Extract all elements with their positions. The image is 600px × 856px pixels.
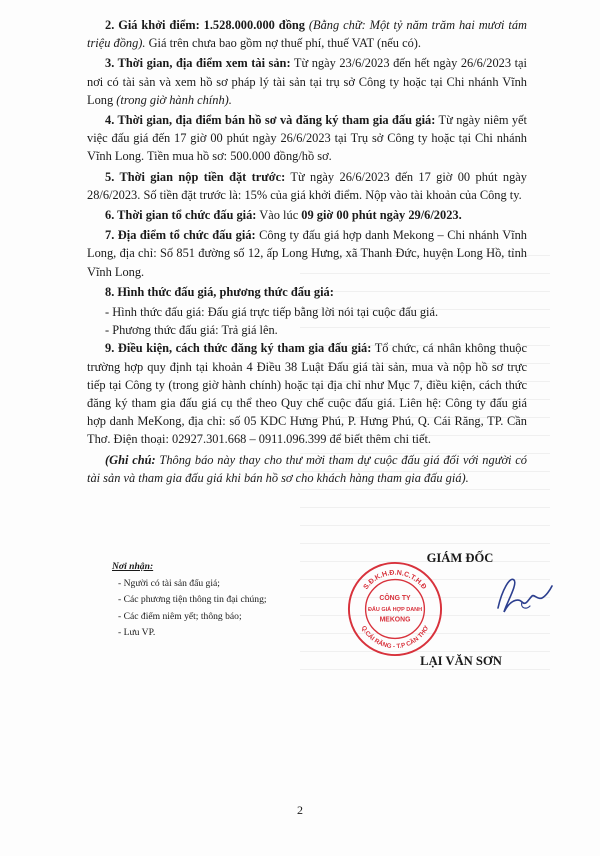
auction-method-list	[87, 303, 527, 339]
signer-name: LẠI VĂN SƠN	[420, 654, 502, 668]
recipients-block	[112, 559, 267, 642]
item-viewing-time: 3. Thời gian, địa điểm xem tài sản: Từ ngày 23/6/2023 đến hết ngày 26/6/2023 tại nơi có tài sản và xem hồ sơ pháp lý tài sản tại trụ sở Công ty hoặc tại Chi nhánh Vĩnh Long (trong giờ hành chính).	[87, 56, 527, 107]
note-paragraph: (Ghi chú: Thông báo này thay cho thư mời tham dự cuộc đấu giá đối với người có tài sản và tham gia đấu giá khi bán hồ sơ cho khách hàng tham gia đấu giá).	[87, 452, 527, 485]
list-item: - Phương thức đấu giá: Trả giá lên.	[105, 323, 278, 338]
item-starting-price: 2. Giá khởi điểm: 1.528.000.000 đồng (Bằng chữ: Một tỷ năm trăm hai mươi tám triệu đồng). Giá trên chưa bao gồm nợ thuế phí, thuế VAT (nếu có).	[87, 18, 527, 51]
item-auction-location: 7. Địa điểm tổ chức đấu giá: Công ty đấu giá hợp danh Mekong – Chi nhánh Vĩnh Long, địa chỉ: Số 851 đường số 12, ấp Long Hưng, xã Thanh Đức, huyện Long Hồ, tỉnh Vĩnh Long.	[87, 228, 527, 279]
svg-text:Q.CÁI RĂNG - T.P CẦN THƠ: Q.CÁI RĂNG - T.P CẦN THƠ	[359, 624, 431, 651]
handwritten-signature	[492, 570, 554, 620]
recipient-item: - Người có tài sản đấu giá;	[118, 577, 220, 589]
page-number: 2	[297, 803, 303, 817]
company-seal	[346, 560, 444, 658]
signer-title: GIÁM ĐỐC	[426, 551, 494, 565]
recipient-item: - Lưu VP.	[118, 627, 156, 639]
item-auction-time: 6. Thời gian tổ chức đấu giá: Vào lúc 09 giờ 00 phút ngày 29/6/2023.	[105, 208, 462, 223]
svg-text:S.Đ.K.H.Đ.N.C.T.H.Đ: S.Đ.K.H.Đ.N.C.T.H.Đ	[362, 569, 428, 591]
item-registration-conditions: 9. Điều kiện, cách thức đăng ký tham gia đấu giá: Tổ chức, cá nhân không thuộc trường hợp quy định tại khoản 4 Điều 38 Luật Đấu giá tài sản, mua và nộp hồ sơ trực tiếp tại Công ty (trong giờ hành chính) hoặc tại địa chỉ như Mục 7, điều kiện, cách thức đăng ký tham gia đấu giá cụ thể theo Quy chế cuộc đấu giá. Liên hệ: Công ty đấu giá hợp danh MeKong, địa chỉ: số 05 KDC Hưng Phú, P. Hưng Phú, Q. Cái Răng, TP. Cần Thơ. Điện thoại: 02927.301.668 – 0911.096.399 để biết thêm chi tiết.	[87, 341, 527, 447]
svg-text:CÔNG TY: CÔNG TY	[379, 595, 411, 603]
item-auction-method: 8. Hình thức đấu giá, phương thức đấu giá:	[105, 284, 334, 299]
recipients-heading: Nơi nhận:	[112, 561, 154, 572]
svg-text:ĐẤU GIÁ HỢP DANH: ĐẤU GIÁ HỢP DANH	[367, 606, 423, 613]
item-dossier-sale: 4. Thời gian, địa điểm bán hồ sơ và đăng ký tham gia đấu giá: Từ ngày niêm yết việc đấu giá đến 17 giờ 00 phút ngày 26/6/2023 tại Trụ sở Công ty hoặc tại Chi nhánh Vĩnh Long. Tiền mua hồ sơ: 500.000 đồng/hồ sơ.	[87, 113, 528, 164]
svg-text:MEKONG: MEKONG	[379, 616, 411, 624]
recipient-item: - Các điểm niêm yết; thông báo;	[118, 610, 242, 622]
list-item: - Hình thức đấu giá: Đấu giá trực tiếp bằng lời nói tại cuộc đấu giá.	[105, 305, 439, 320]
recipient-item: - Các phương tiện thông tin đại chúng;	[118, 594, 267, 606]
document-body	[87, 16, 527, 489]
item-deposit: 5. Thời gian nộp tiền đặt trước: Từ ngày 26/6/2023 đến 17 giờ 00 phút ngày 28/6/2023. Số tiền đặt trước là: 15% của giá khởi điểm. Nộp vào tài khoản của Công ty.	[87, 169, 527, 202]
